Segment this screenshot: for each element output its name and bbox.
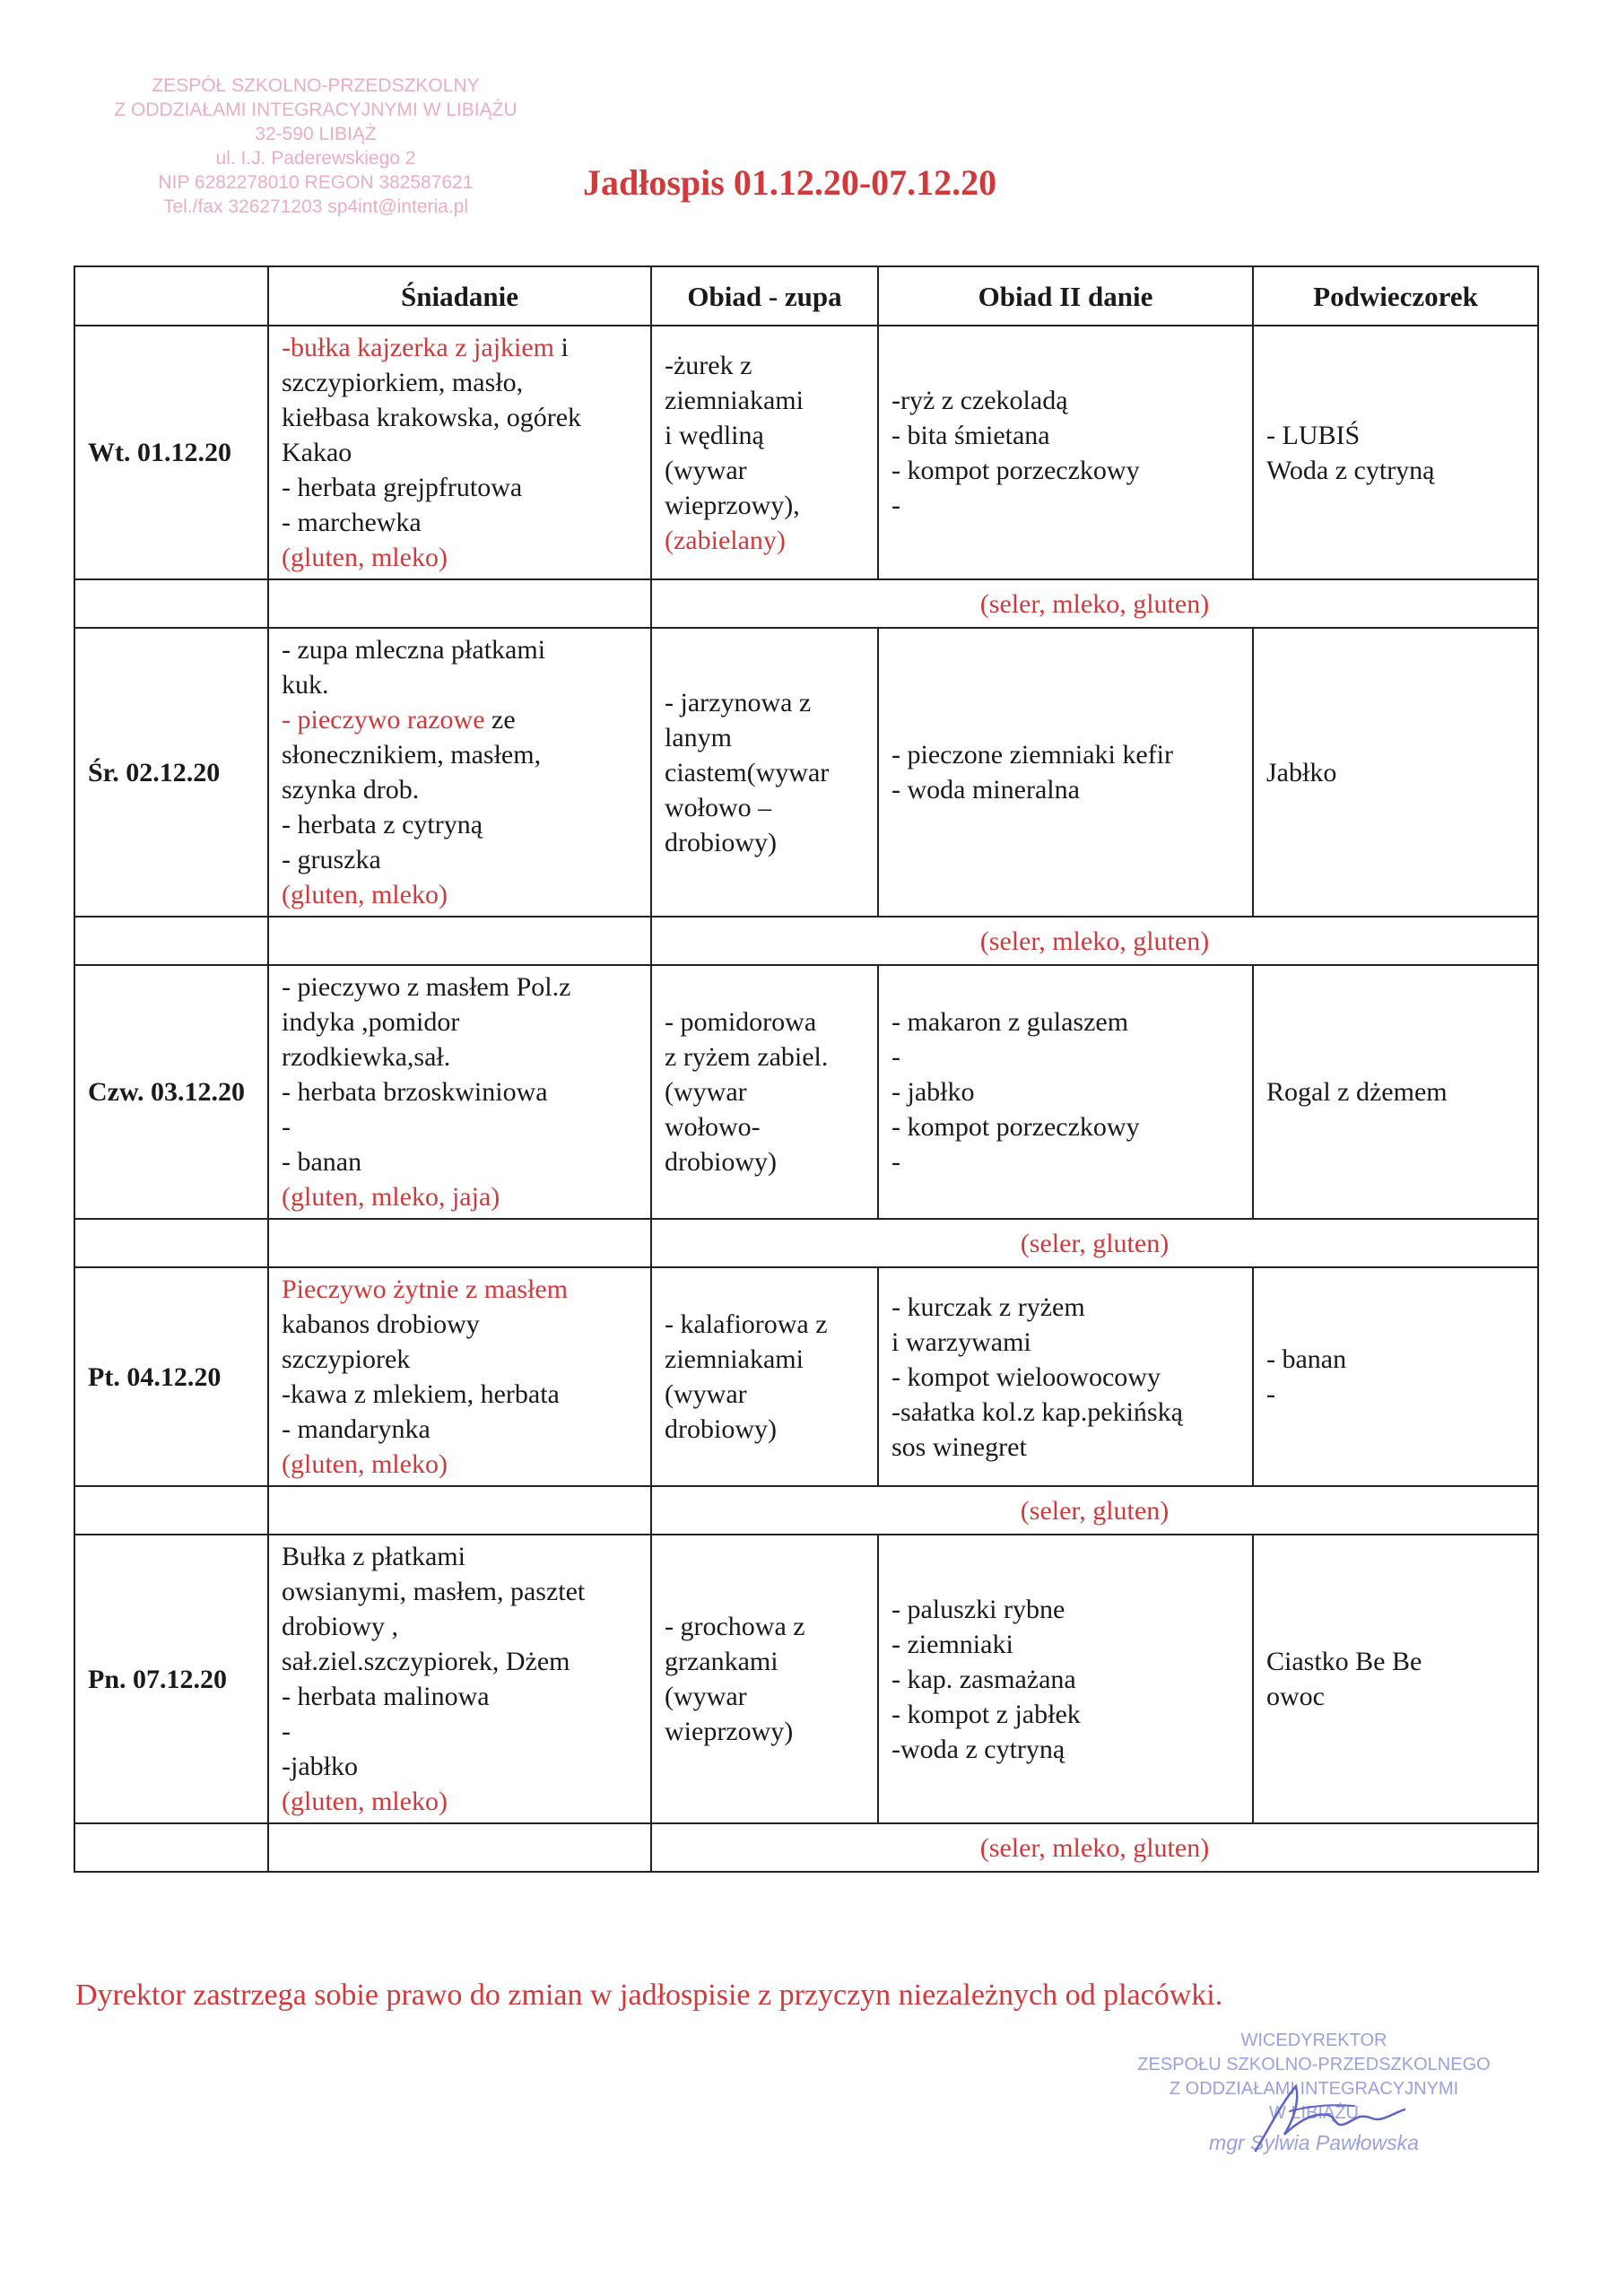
menu-text: sos winegret — [891, 1431, 1027, 1462]
menu-text: wieprzowy) — [665, 1717, 794, 1746]
allergen-row — [74, 917, 1538, 965]
menu-text: - kalafiorowa z — [665, 1309, 828, 1339]
menu-text: ciastem(wywar — [665, 757, 830, 787]
menu-line — [282, 1342, 638, 1377]
menu-table — [74, 265, 1539, 1873]
menu-text: Rogal z dżemem — [1266, 1077, 1448, 1107]
menu-line — [665, 1609, 865, 1644]
header-snack: Podwieczorek — [1253, 266, 1538, 326]
menu-line — [282, 1377, 638, 1412]
cell-main-course — [878, 326, 1253, 579]
cell-breakfast — [268, 1267, 651, 1486]
allergen-highlight-text: Pieczywo żytnie z masłem — [282, 1274, 569, 1304]
menu-text: - woda mineralna — [891, 775, 1080, 804]
menu-line — [282, 632, 638, 667]
cell-soup — [651, 1535, 878, 1823]
menu-line — [282, 1609, 638, 1644]
menu-line — [282, 772, 638, 807]
day-label: Czw. 03.12.20 — [74, 965, 268, 1219]
empty-cell — [268, 579, 651, 628]
menu-line — [282, 1714, 638, 1749]
menu-line — [665, 1004, 865, 1039]
cell-snack — [1253, 1267, 1538, 1486]
menu-text: - kompot porzeczkowy — [891, 455, 1140, 485]
menu-text: - mandarynka — [282, 1414, 431, 1444]
menu-line — [665, 418, 865, 453]
cell-snack — [1253, 965, 1538, 1219]
menu-text: indyka ,pomidor — [282, 1007, 460, 1037]
menu-text: -ryż z czekoladą — [891, 385, 1068, 415]
cell-main-course — [878, 1535, 1253, 1823]
allergen-note: (seler, gluten) — [651, 1219, 1538, 1267]
cell-snack — [1253, 628, 1538, 917]
menu-line — [282, 1447, 638, 1482]
menu-line — [282, 1004, 638, 1039]
menu-line — [282, 435, 638, 470]
empty-cell — [74, 1486, 268, 1535]
cell-breakfast — [268, 628, 651, 917]
menu-text: - banan — [282, 1147, 362, 1177]
allergen-row — [74, 579, 1538, 628]
empty-cell — [268, 1219, 651, 1267]
day-label: Pt. 04.12.20 — [74, 1267, 268, 1486]
menu-line — [665, 825, 865, 860]
menu-line — [1266, 755, 1525, 790]
menu-line — [891, 1697, 1239, 1732]
menu-day-row — [74, 628, 1538, 917]
cell-soup — [651, 326, 878, 579]
menu-day-row — [74, 326, 1538, 579]
menu-text: kabanos drobiowy — [282, 1309, 480, 1339]
cell-main-course — [878, 1267, 1253, 1486]
menu-day-row — [74, 1267, 1538, 1486]
day-label: Śr. 02.12.20 — [74, 628, 268, 917]
menu-text: - herbata grejpfrutowa — [282, 473, 523, 502]
menu-line — [665, 1644, 865, 1679]
menu-line — [282, 1039, 638, 1074]
menu-text: -woda z cytryną — [891, 1734, 1065, 1764]
menu-line — [665, 1714, 865, 1749]
menu-text: - grochowa z — [665, 1612, 805, 1641]
allergen-highlight-text: -bułka kajzerka z jajkiem — [282, 333, 555, 362]
signature-stamp-line: WICEDYREKTOR — [1240, 2031, 1387, 2050]
school-stamp — [83, 74, 549, 219]
menu-line — [665, 790, 865, 825]
allergen-note: (seler, mleko, gluten) — [651, 1823, 1538, 1872]
menu-text: słonecznikiem, masłem, — [282, 740, 542, 770]
menu-line — [665, 1342, 865, 1377]
menu-text: rzodkiewka,sał. — [282, 1042, 451, 1072]
menu-line — [891, 488, 1239, 523]
menu-line — [891, 383, 1239, 418]
menu-text: - gruszka — [282, 845, 381, 874]
menu-line — [665, 383, 865, 418]
menu-line — [891, 1662, 1239, 1697]
menu-text: wieprzowy), — [665, 490, 800, 520]
menu-text: - pomidorowa — [665, 1007, 817, 1037]
cell-main-course — [878, 965, 1253, 1219]
menu-text: -żurek z — [665, 350, 752, 380]
menu-line — [282, 842, 638, 877]
menu-text: - paluszki rybne — [891, 1594, 1065, 1624]
menu-line — [665, 348, 865, 383]
menu-line — [282, 1109, 638, 1144]
cell-breakfast — [268, 326, 651, 579]
menu-line — [891, 1144, 1239, 1179]
allergen-row — [74, 1486, 1538, 1535]
menu-text: - herbata malinowa — [282, 1682, 490, 1711]
cell-main-course — [878, 628, 1253, 917]
header-soup: Obiad - zupa — [651, 266, 878, 326]
menu-line — [665, 1307, 865, 1342]
menu-line — [891, 1039, 1239, 1074]
menu-day-row — [74, 1535, 1538, 1823]
allergen-highlight-text: (gluten, mleko) — [282, 880, 448, 909]
menu-text: - — [1266, 1379, 1275, 1409]
allergen-row — [74, 1219, 1538, 1267]
empty-cell — [74, 1219, 268, 1267]
menu-line — [891, 418, 1239, 453]
menu-body — [74, 326, 1538, 1872]
menu-line — [665, 755, 865, 790]
allergen-highlight-text: (gluten, mleko) — [282, 1787, 448, 1816]
menu-text: Ciastko Be Be — [1266, 1647, 1422, 1676]
menu-line — [665, 453, 865, 488]
menu-line — [665, 1109, 865, 1144]
stamp-line: ZESPÓŁ SZKOLNO-PRZEDSZKOLNY — [152, 75, 480, 96]
cell-snack — [1253, 1535, 1538, 1823]
menu-text: grzankami — [665, 1647, 778, 1676]
cell-soup — [651, 1267, 878, 1486]
menu-line — [1266, 1377, 1525, 1412]
signature-stamp-line: W LIBIĄŻU — [1268, 2103, 1359, 2123]
menu-text: ziemniakami — [665, 385, 804, 415]
menu-line — [282, 1179, 638, 1214]
menu-text: lanym — [665, 722, 732, 752]
menu-line — [891, 1592, 1239, 1627]
menu-text: (wywar — [665, 1682, 747, 1711]
menu-line — [891, 772, 1239, 807]
menu-text: (wywar — [665, 455, 747, 485]
menu-text: kuk. — [282, 670, 329, 700]
cell-snack — [1253, 326, 1538, 579]
stamp-line: NIP 6282278010 REGON 382587621 — [158, 172, 474, 193]
cell-soup — [651, 628, 878, 917]
stamp-line: ul. I.J. Paderewskiego 2 — [215, 148, 416, 169]
menu-text: -sałatka kol.z kap.pekińską — [891, 1396, 1183, 1427]
page-title: Jadłospis 01.12.20-07.12.20 — [583, 162, 997, 203]
menu-text: - kurczak z ryżem — [891, 1292, 1085, 1322]
header-main-course: Obiad II danie — [878, 266, 1253, 326]
menu-text: - herbata brzoskwiniowa — [282, 1077, 548, 1107]
menu-day-row — [74, 965, 1538, 1219]
menu-line — [665, 1144, 865, 1179]
header-row — [74, 266, 1538, 326]
menu-text: - herbata z cytryną — [282, 810, 483, 839]
menu-text: wołowo- — [665, 1112, 761, 1142]
cell-soup — [651, 965, 878, 1219]
menu-line — [891, 453, 1239, 488]
menu-line — [282, 970, 638, 1004]
allergen-note: (seler, mleko, gluten) — [651, 579, 1538, 628]
menu-line — [282, 330, 638, 365]
menu-line — [1266, 1644, 1525, 1679]
cell-breakfast — [268, 965, 651, 1219]
menu-line — [665, 720, 865, 755]
menu-text: - — [891, 490, 900, 520]
menu-text: i — [554, 333, 569, 362]
menu-text: szczypiorkiem, masło, — [282, 368, 524, 397]
menu-line — [665, 1412, 865, 1447]
menu-text: - — [891, 1042, 900, 1072]
signature-stamp-line: Z ODDZIAŁAMI INTEGRACYJNYMI — [1169, 2079, 1459, 2099]
menu-text: - banan — [1266, 1344, 1347, 1374]
empty-cell — [268, 1823, 651, 1872]
menu-text: - makaron z gulaszem — [891, 1007, 1129, 1037]
menu-text: wołowo – — [665, 792, 772, 822]
menu-line — [891, 1109, 1239, 1144]
stamp-line: Tel./fax 326271203 sp4int@interia.pl — [162, 196, 469, 217]
menu-line — [282, 1784, 638, 1819]
allergen-highlight-text: - pieczywo razowe — [282, 705, 485, 735]
menu-text: -kawa z mlekiem, herbata — [282, 1379, 560, 1409]
menu-line — [1266, 453, 1525, 488]
disclaimer-note: Dyrektor zastrzega sobie prawo do zmian w jadłospisie z przyczyn niezależnych od placówki. — [75, 1979, 1223, 2012]
menu-line — [891, 1074, 1239, 1109]
menu-text: drobiowy , — [282, 1612, 398, 1641]
menu-text: - bita śmietana — [891, 420, 1050, 450]
cell-breakfast — [268, 1535, 651, 1823]
menu-line — [282, 667, 638, 702]
menu-text: drobiowy) — [665, 827, 777, 857]
menu-text: owsianymi, masłem, pasztet — [282, 1577, 586, 1606]
menu-text: ze — [484, 705, 516, 735]
menu-line — [282, 540, 638, 575]
menu-text: - jabłko — [891, 1077, 975, 1107]
menu-line — [282, 1074, 638, 1109]
menu-line — [282, 1679, 638, 1714]
menu-text: owoc — [1266, 1682, 1325, 1711]
signature-name: mgr Sylwia Pawłowska — [1209, 2131, 1419, 2154]
menu-text: (wywar — [665, 1379, 747, 1409]
menu-text: ziemniakami — [665, 1344, 804, 1374]
menu-line — [282, 807, 638, 842]
empty-cell — [268, 917, 651, 965]
menu-line — [891, 737, 1239, 772]
menu-line — [665, 1074, 865, 1109]
allergen-note: (seler, gluten) — [651, 1486, 1538, 1535]
menu-line — [282, 1574, 638, 1609]
menu-line — [891, 1732, 1239, 1767]
allergen-row — [74, 1823, 1538, 1872]
menu-line — [282, 365, 638, 400]
menu-text: szynka drob. — [282, 775, 420, 804]
stamp-line: 32-590 LIBIĄŻ — [255, 124, 377, 144]
allergen-highlight-text: (zabielany) — [665, 525, 786, 555]
header-day — [74, 266, 268, 326]
menu-line — [665, 523, 865, 558]
menu-text: (wywar — [665, 1077, 747, 1107]
empty-cell — [268, 1486, 651, 1535]
menu-line — [282, 1644, 638, 1679]
allergen-highlight-text: (gluten, mleko, jaja) — [282, 1182, 500, 1212]
menu-line — [282, 877, 638, 912]
menu-line — [282, 1307, 638, 1342]
day-label: Pn. 07.12.20 — [74, 1535, 268, 1823]
menu-line — [891, 1395, 1239, 1430]
menu-line — [665, 1679, 865, 1714]
menu-line — [282, 470, 638, 505]
menu-line — [1266, 418, 1525, 453]
menu-text: - kompot z jabłek — [891, 1699, 1081, 1729]
allergen-highlight-text: (gluten, mleko) — [282, 1449, 448, 1479]
menu-text: kiełbasa krakowska, ogórek — [282, 403, 582, 432]
menu-line — [1266, 1342, 1525, 1377]
menu-text: - pieczywo z masłem Pol.z — [282, 972, 571, 1002]
menu-line — [1266, 1074, 1525, 1109]
allergen-highlight-text: (gluten, mleko) — [282, 543, 448, 572]
menu-line — [891, 1004, 1239, 1039]
signature-stamp-line: ZESPOŁU SZKOLNO-PRZEDSZKOLNEGO — [1137, 2055, 1491, 2074]
header-breakfast: Śniadanie — [268, 266, 651, 326]
menu-text: Bułka z płatkami — [282, 1542, 465, 1571]
menu-text: - kompot wieloowocowy — [891, 1361, 1161, 1392]
menu-text: - kap. zasmażana — [891, 1664, 1076, 1694]
menu-text: i warzywami — [891, 1326, 1031, 1357]
menu-line — [282, 400, 638, 435]
menu-line — [282, 702, 638, 737]
menu-text: z ryżem zabiel. — [665, 1042, 829, 1072]
menu-line — [891, 1627, 1239, 1662]
menu-line — [1266, 1679, 1525, 1714]
empty-cell — [74, 917, 268, 965]
menu-text: Kakao — [282, 438, 352, 467]
empty-cell — [74, 579, 268, 628]
menu-line — [891, 1360, 1239, 1395]
menu-text: - ziemniaki — [891, 1629, 1013, 1659]
menu-text: - zupa mleczna płatkami — [282, 635, 546, 665]
empty-cell — [74, 1823, 268, 1872]
menu-text: - — [282, 1717, 291, 1746]
menu-line — [282, 1749, 638, 1784]
menu-text: - — [282, 1112, 291, 1142]
menu-text: drobiowy) — [665, 1147, 777, 1177]
menu-line — [891, 1290, 1239, 1325]
menu-text: sał.ziel.szczypiorek, Dżem — [282, 1647, 570, 1676]
menu-text: - marchewka — [282, 508, 422, 537]
menu-text: Woda z cytryną — [1266, 455, 1435, 485]
allergen-note: (seler, mleko, gluten) — [651, 917, 1538, 965]
menu-text: - kompot porzeczkowy — [891, 1112, 1140, 1142]
menu-line — [282, 1539, 638, 1574]
menu-text: Jabłko — [1266, 757, 1337, 787]
menu-line — [282, 505, 638, 540]
menu-line — [282, 1144, 638, 1179]
menu-line — [665, 1039, 865, 1074]
menu-text: - jarzynowa z — [665, 687, 812, 718]
menu-text: drobiowy) — [665, 1414, 777, 1444]
menu-line — [891, 1325, 1239, 1360]
menu-text: - — [891, 1147, 900, 1177]
handwritten-signature — [1247, 2079, 1417, 2160]
menu-text: szczypiorek — [282, 1344, 411, 1374]
menu-line — [282, 1272, 638, 1307]
menu-text: - pieczone ziemniaki kefir — [891, 740, 1174, 770]
menu-text: - LUBIŚ — [1266, 420, 1361, 450]
stamp-line: Z ODDZIAŁAMI INTEGRACYJNYMI W LIBIĄŻU — [114, 100, 517, 120]
menu-line — [282, 737, 638, 772]
menu-line — [665, 488, 865, 523]
menu-line — [665, 1377, 865, 1412]
menu-line — [282, 1412, 638, 1447]
menu-line — [891, 1430, 1239, 1465]
menu-text: i wędliną — [665, 420, 764, 450]
menu-line — [665, 685, 865, 720]
day-label: Wt. 01.12.20 — [74, 326, 268, 579]
menu-text: -jabłko — [282, 1752, 358, 1781]
